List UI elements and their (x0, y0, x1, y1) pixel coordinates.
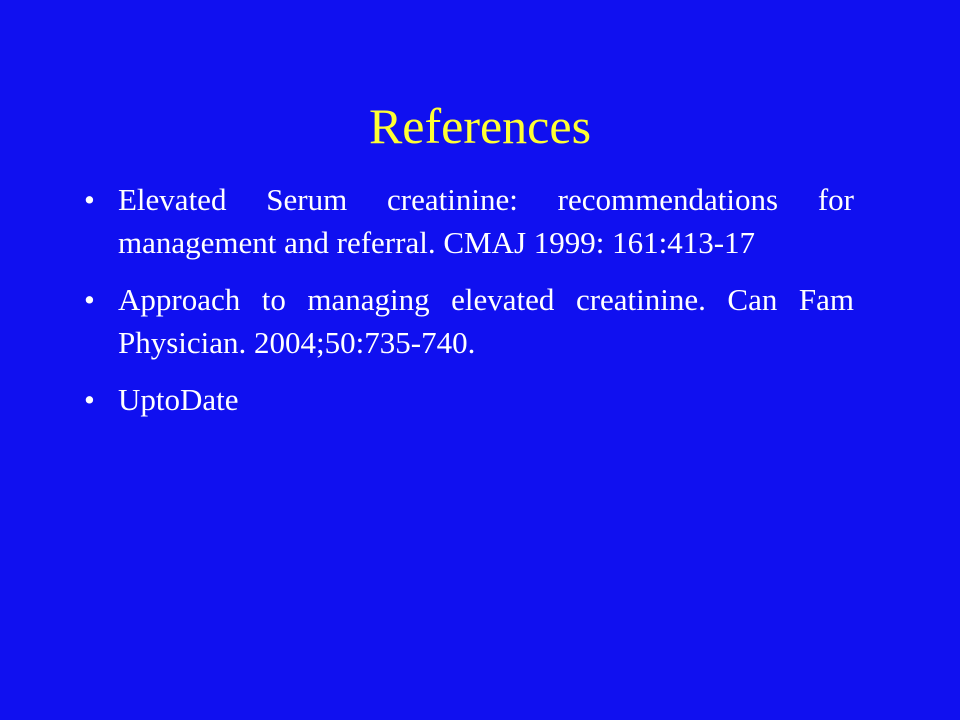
reference-text: Elevated Serum creatinine: recommendations for management and referral. CMAJ 1999: 161:413-17 (118, 182, 854, 260)
list-item (84, 278, 854, 364)
list-item (84, 178, 854, 264)
reference-text: Approach to managing elevated creatinine. Can Fam Physician. 2004;50:735-740. (118, 282, 854, 360)
bullet-icon: • (84, 282, 95, 317)
reference-list (84, 178, 854, 435)
bullet-icon: • (84, 182, 95, 217)
slide-title: References (368, 98, 592, 154)
list-item (84, 378, 854, 421)
reference-text: UptoDate (118, 382, 239, 417)
bullet-icon: • (84, 382, 95, 417)
